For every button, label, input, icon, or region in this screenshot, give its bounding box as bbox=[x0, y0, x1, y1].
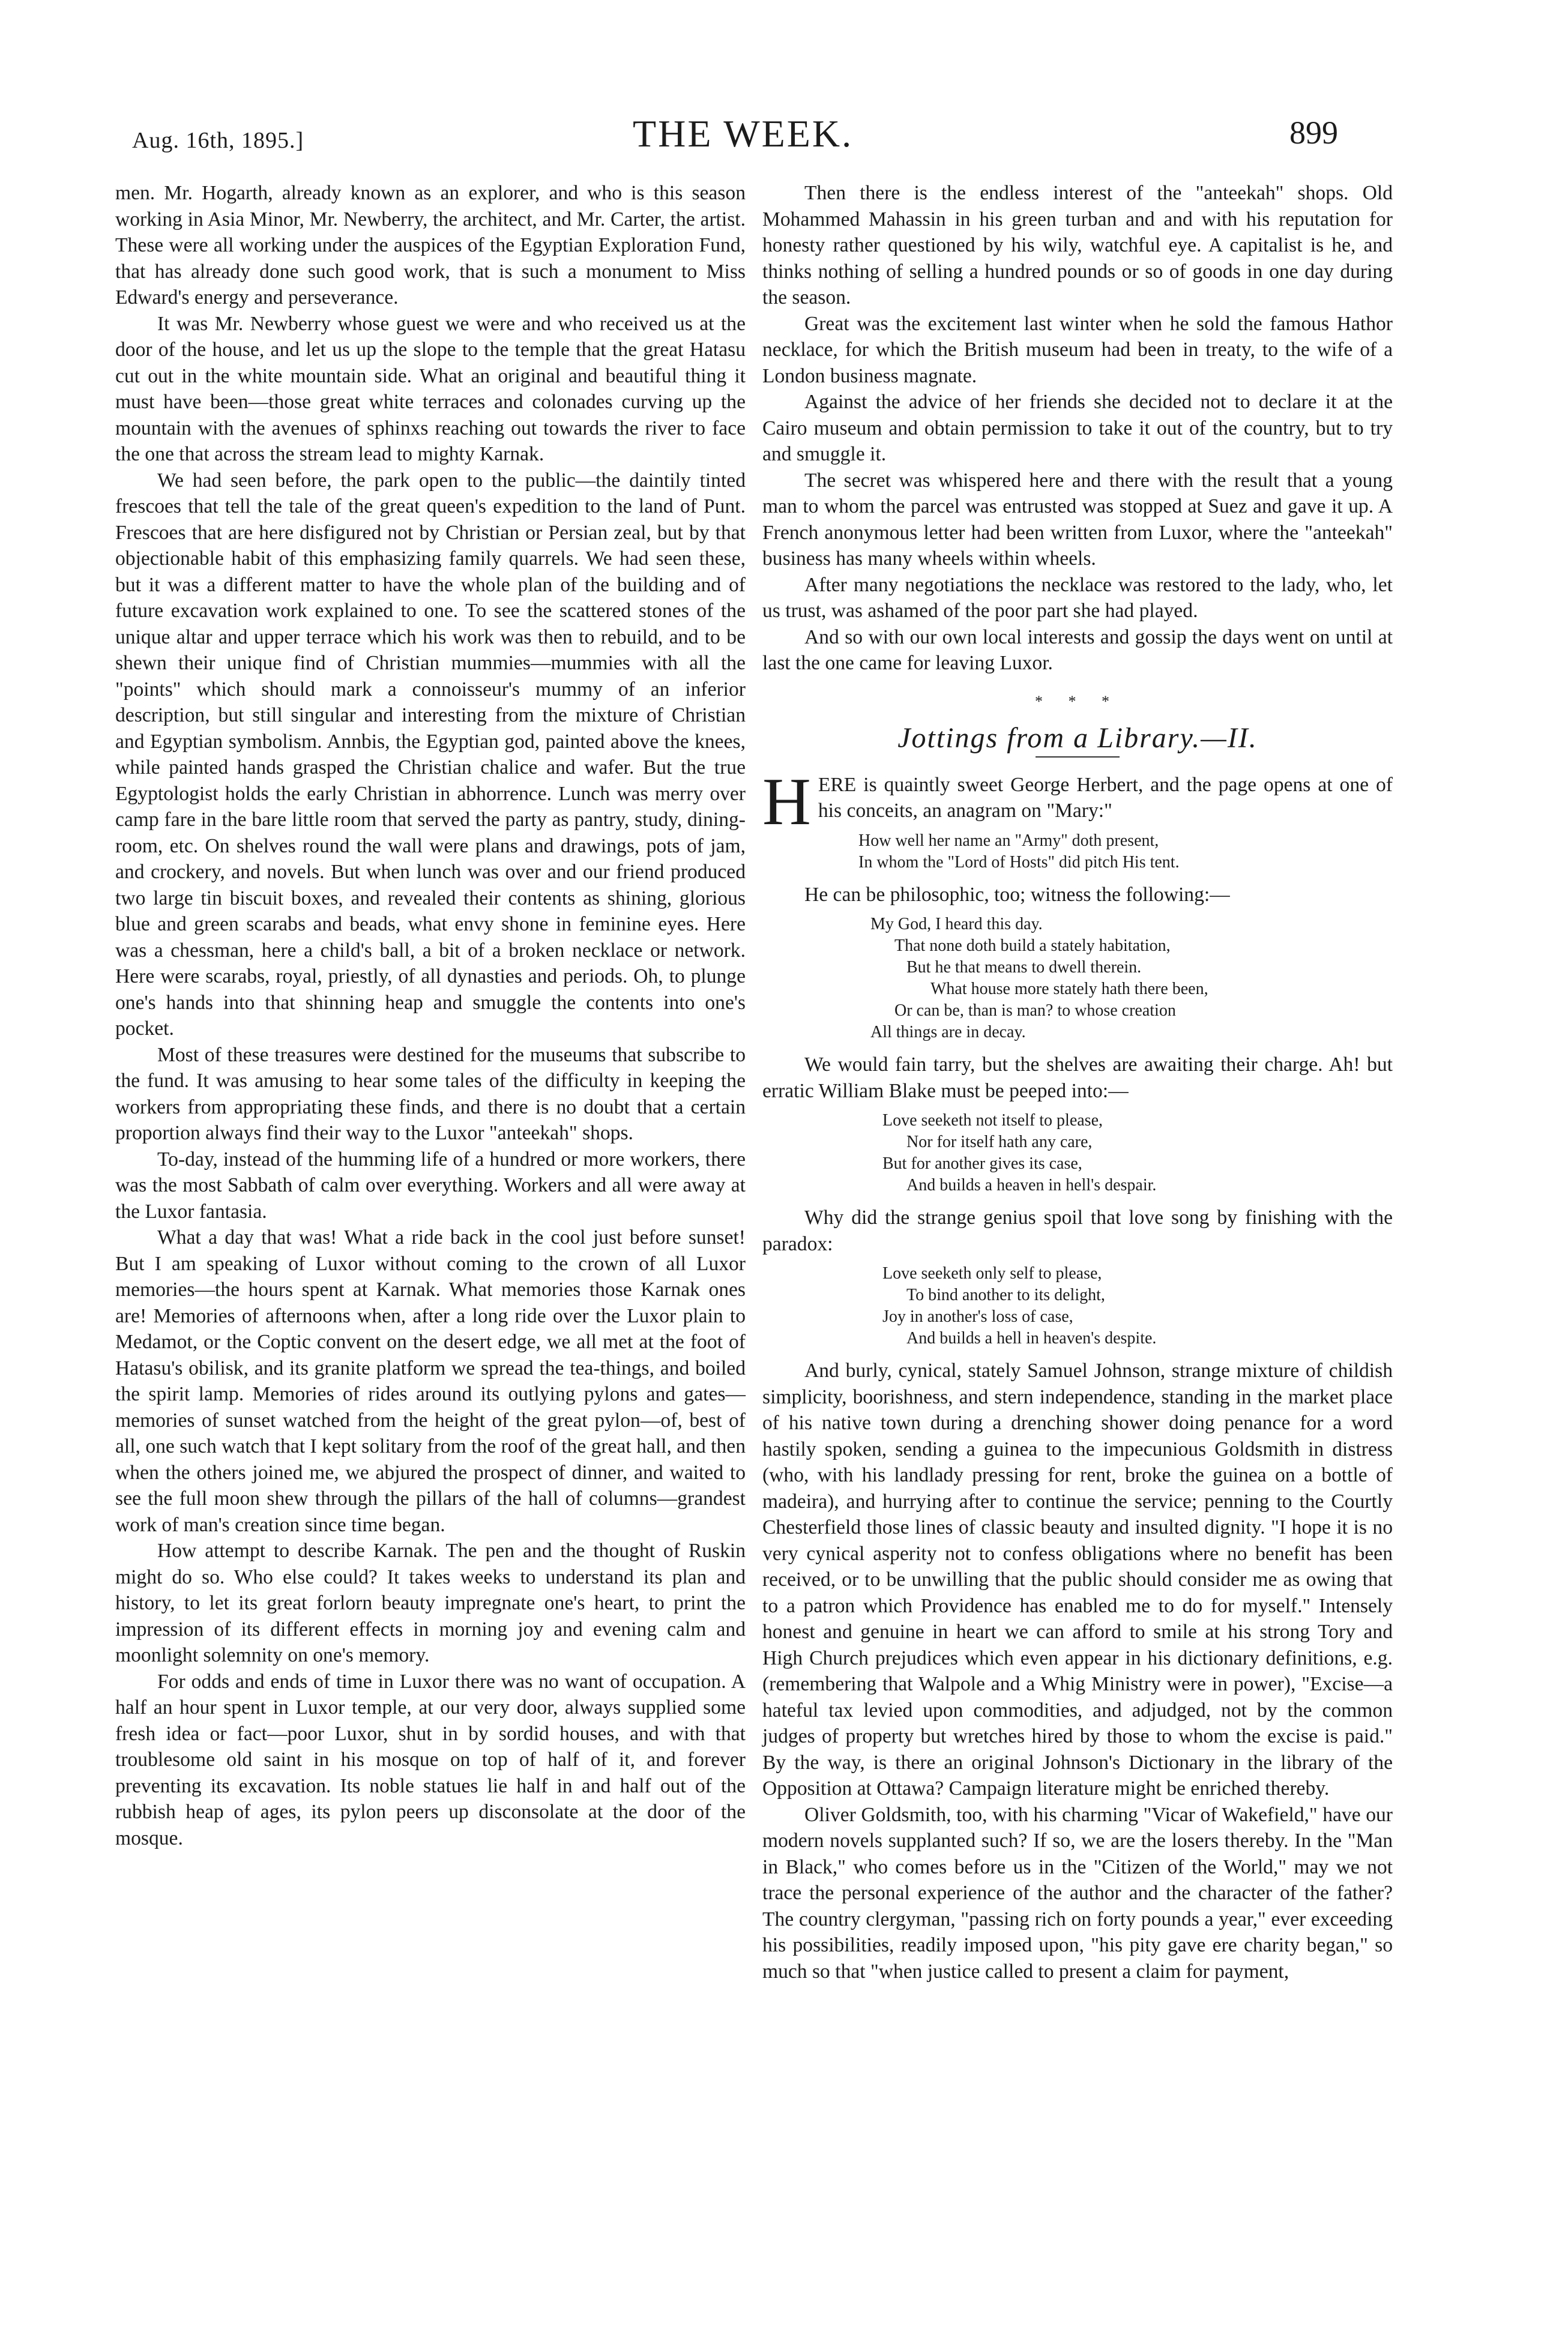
paragraph: To-day, instead of the humming life of a hundred or more workers, there was the most Sabbath of calm over everything. Workers and all were away at the Luxor fantasia. bbox=[115, 1148, 746, 1223]
paragraph: men. Mr. Hogarth, already known as an explorer, and who is this season working in Asia Minor, Mr. Newberry, the architect, and Mr. Carter, the artist. These were all working under the auspices of the Egyptian Exploration Fund, that has already done such good work, that is such a monument to Miss Edward's energy and perseverance. bbox=[115, 182, 746, 309]
paragraph: We would fain tarry, but the shelves are awaiting their charge. Ah! but erratic William Blake must be peeped into:— bbox=[762, 1053, 1393, 1102]
left-column bbox=[115, 180, 746, 1851]
paragraph: What a day that was! What a ride back in the cool just before sunset! But I am speaking of Luxor without coming to the crown of all Luxor memories—the hours spent at Karnak. What memories those Karnak ones are! Memories of afternoons when, after a long ride over the Luxor plain to Medamot, or the Coptic convent on the desert edge, we all met at the foot of Hatasu's obilisk, and its granite platform we spread the tea-things, and boiled the spirit lamp. Memories of rides around its outlying pylons and gates—memories of sunset watched from the height of the great pylon—of, best of all, one such watch that I kept solitary from the roof of the great hall, and then when the others joined me, we abjured the prospect of dinner, and waited to see the full moon shew through the pillars of the hall of columns—grandest work of man's creation since time began. bbox=[115, 1226, 746, 1536]
right-column bbox=[762, 180, 1393, 1984]
paragraph: And burly, cynical, stately Samuel Johnson, strange mixture of childish simplicity, boorishness, and stern independence, standing in the market place of his native town during a drenching shower doing penance for a word hastily spoken, sending a guinea to the impecunious Goldsmith in distress (who, with his landlady pressing for rent, broke the guinea on a bottle of madeira), and hurrying after to continue the service; penning to the Courtly Chesterfield those lines of classic beauty and insulted dignity. "I hope it is no very cynical asperity not to confess obligations where no benefit has been received, or to be unwilling that the public should consider me as owing that to a patron which Providence has enabled me to do for myself." Intensely honest and genuine in heart we can afford to smile at his strong Tory and High Church prejudices which even appear in his dictionary definitions, e.g. (remembering that Walpole and a Whig Ministry were in power), "Excise—a hateful tax levied upon commodities, and adjudged, not by the common judges of property but wretches hired by those to whom the excise is paid." By the way, is there an original Johnson's Dictionary in the library of the Opposition at Ottawa? Campaign literature might be enriched thereby. bbox=[762, 1360, 1393, 1800]
paragraph: Then there is the endless interest of the "anteekah" shops. Old Mohammed Mahassin in his green turban and and with his reputation for honesty rather questioned by his wily, watchful eye. A capitalist is he, and thinks nothing of selling a hundred pounds or so of goods in one day during the season. bbox=[762, 182, 1393, 309]
paragraph: After many negotiations the necklace was restored to the lady, who, let us trust, was ashamed of the poor part she had played. bbox=[762, 573, 1393, 622]
paragraph-with-drop-cap bbox=[762, 764, 1393, 839]
verse-line: What house more stately hath there been, bbox=[930, 980, 1208, 998]
section-separator-stars: * * * bbox=[1035, 692, 1120, 710]
verse-herbert-anagram bbox=[762, 830, 1393, 873]
paragraph: Oliver Goldsmith, too, with his charming "Vicar of Wakefield," have our modern novels supplanted such? If so, we are the losers thereby. In the "Man in Black," who comes before us in the "Citizen of the World," may we not trace the personal experience of the author and the character of the father? The country clergyman, "passing rich on forty pounds a year," ever exceeding his possibilities, readily imposed upon, "his pity gave ere charity began," so much so that "when justice called to present a claim for payment, bbox=[762, 1803, 1393, 1983]
paragraph: It was Mr. Newberry whose guest we were and who received us at the door of the house, and let us up the slope to the temple that the great Hatasu cut out in the white mountain side. What an original and beautiful thing it must have been—those great white terraces and colonades curving up the mountain with the avenues of sphinxs reaching out towards the river to face the one that across the stream lead to mighty Karnak. bbox=[115, 312, 746, 465]
paragraph: He can be philosophic, too; witness the following:— bbox=[804, 883, 1230, 906]
verse-line: But he that means to dwell therein. bbox=[906, 958, 1142, 977]
verse-line: But for another gives its case, bbox=[882, 1154, 1082, 1173]
verse-line: All things are in decay. bbox=[870, 1023, 1026, 1041]
page-number: 899 bbox=[1289, 115, 1338, 151]
verse-line: Love seeketh not itself to please, bbox=[882, 1111, 1103, 1130]
verse-line: Joy in another's loss of case, bbox=[882, 1307, 1073, 1326]
verse-line: And builds a hell in heaven's despite. bbox=[906, 1329, 1157, 1348]
issue-date: Aug. 16th, 1895.] bbox=[132, 128, 304, 153]
paragraph: Against the advice of her friends she decided not to declare it at the Cairo museum and obtain permission to take it out of the country, but to try and smuggle it. bbox=[762, 391, 1393, 465]
verse-line: And builds a heaven in hell's despair. bbox=[906, 1176, 1157, 1195]
paragraph: The secret was whispered here and there with the result that a young man to whom the parcel was entrusted was stopped at Suez and gave it up. A French anonymous letter had been written from Luxor, where the "anteekah" business has many wheels within wheels. bbox=[762, 469, 1393, 570]
verse-line: That none doth build a stately habitation, bbox=[894, 936, 1171, 955]
verse-line: Love seeketh only self to please, bbox=[882, 1264, 1102, 1283]
paragraph: How attempt to describe Karnak. The pen and the thought of Ruskin might do so. Who else could? It takes weeks to understand its plan and history, to let its great forlorn beauty impregnate one's heart, to print the impression of its different effects in morning joy and evening calm and moonlight solemnity on one's memory. bbox=[115, 1540, 746, 1666]
paragraph: For odds and ends of time in Luxor there was no want of occupation. A half an hour spent in Luxor temple, at our very door, always supplied some fresh idea or fact—poor Luxor, shut in by sordid houses, and with that troublesome old saint in his mosque on top of half of it, and forever preventing its excavation. Its noble statues lie half in and half out of the rubbish heap of ages, its pylon peers up disconsolate at the door of the mosque. bbox=[115, 1670, 746, 1849]
verse-herbert-philosophic bbox=[762, 914, 1393, 1043]
paragraph: We had seen before, the park open to the public—the daintily tinted frescoes that tell the tale of the great queen's expedition to the land of Punt. Frescoes that are here disfigured not by Christian or Persian zeal, but by that objectionable habit of this emphasizing family quarrels. We had seen these, but it was a different matter to have the whole plan of the building and of future excavation work explained to one. To see the scattered stones of the unique altar and upper terrace which his work was then to rebuild, and to be shewn their unique find of Christian mummies—mummies with all the "points" which should mark a connoisseur's mummy of an inferior description, but still singular and interesting from the mixture of Christian and Egyptian symbolism. Annbis, the Egyptian god, painted above the knees, while painted hands grasped the Christian chalice and wafer. But the true Egyptologist holds the early Christian in abhorrence. Lunch was merry over camp fare in the bare little room that served the party as pantry, study, dining-room, etc. On shelves round the wall were plans and drawings, pots of jam, and crockery, and novels. But when lunch was over and our friend produced two large tin biscuit boxes, and revealed their contents as shining, glorious blue and green scarabs and beads, what envy shone in feminine eyes. Here was a chessman, here a child's ball, a bit of a broken necklace or network. Here were scarabs, royal, priestly, of all dynasties and periods. Oh, to plunge one's hands into that shinning heap and smuggle the contents into one's pocket. bbox=[115, 469, 746, 1040]
paragraph: Why did the strange genius spoil that love song by finishing with the paradox: bbox=[762, 1207, 1393, 1255]
verse-line: To bind another to its delight, bbox=[906, 1286, 1105, 1304]
verse-blake-2 bbox=[762, 1263, 1393, 1349]
title-rule bbox=[1036, 756, 1120, 758]
section-title: Jottings from a Library.—II. bbox=[897, 722, 1258, 754]
drop-cap: H bbox=[762, 764, 811, 839]
paragraph-text: ERE is quaintly sweet George Herbert, and the page opens at one of his conceits, an anagram on "Mary:" bbox=[818, 773, 1393, 822]
paragraph: Great was the excitement last winter when he sold the famous Hathor necklace, for which the British museum had been in treaty, to the wife of a London business magnate. bbox=[762, 312, 1393, 387]
verse-line: My God, I heard this day. bbox=[870, 915, 1043, 933]
verse-line: In whom the "Lord of Hosts" did pitch His tent. bbox=[858, 852, 1180, 872]
verse-blake-1 bbox=[762, 1110, 1393, 1196]
verse-line: How well her name an "Army" doth present, bbox=[858, 831, 1159, 850]
paragraph: And so with our own local interests and gossip the days went on until at last the one came for leaving Luxor. bbox=[762, 625, 1393, 674]
paragraph: Most of these treasures were destined for the museums that subscribe to the fund. It was amusing to hear some tales of the difficulty in keeping the workers from appropriating these finds, and there is no doubt that a certain proportion always find their way to the Luxor "anteekah" shops. bbox=[115, 1043, 746, 1144]
verse-line: Nor for itself hath any care, bbox=[906, 1133, 1093, 1151]
masthead-title: THE WEEK. bbox=[633, 112, 854, 155]
verse-line: Or can be, than is man? to whose creation bbox=[894, 1001, 1176, 1020]
